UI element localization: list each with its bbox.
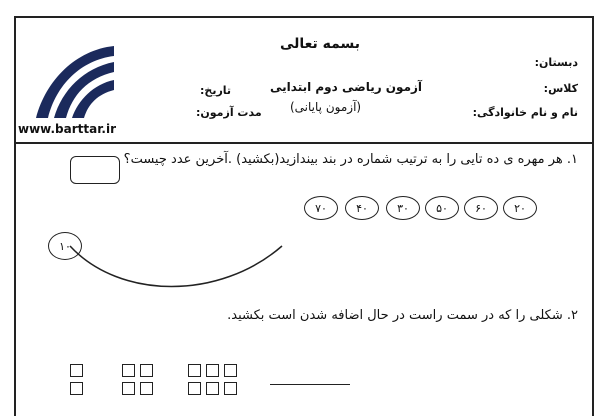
pattern-square: [224, 382, 237, 395]
pattern-square: [188, 364, 201, 377]
page-title: بسمه تعالی: [279, 36, 361, 52]
barttar-logo-icon: [26, 40, 116, 120]
bead: ۵۰: [425, 196, 459, 220]
name-label: نام و نام خانوادگی:: [472, 106, 578, 119]
pattern-square: [122, 364, 135, 377]
pattern-square: [70, 382, 83, 395]
question-1-number: ۱.: [566, 152, 578, 167]
pattern-square: [122, 382, 135, 395]
pattern-square: [206, 364, 219, 377]
start-bead: ۱۰: [48, 232, 82, 260]
website-url: www.barttar.ir: [18, 122, 117, 136]
bead: ۶۰: [464, 196, 498, 220]
date-label: تاریخ:: [200, 84, 232, 97]
bead: ۳۰: [386, 196, 420, 220]
exam-subtitle: (آزمون پایانی): [290, 100, 362, 114]
question-1-text: هر مهره ی ده تایی را به ترتیب شماره در بند بیندازید(بکشید) .آخرین عدد چیست؟: [123, 152, 563, 167]
pattern-square: [188, 382, 201, 395]
bead: ۴۰: [345, 196, 379, 220]
header-divider: [14, 142, 594, 144]
pattern-square: [206, 382, 219, 395]
answer-line[interactable]: [270, 384, 350, 385]
pattern-square: [140, 382, 153, 395]
answer-box[interactable]: [70, 156, 120, 184]
bead: ۷۰: [304, 196, 338, 220]
class-label: کلاس:: [543, 82, 578, 95]
bead: ۲۰: [503, 196, 537, 220]
duration-label: مدت آزمون:: [196, 106, 262, 119]
pattern-square: [140, 364, 153, 377]
question-2-text: شکلی را که در سمت راست در حال اضافه شدن است بکشید.: [227, 308, 563, 323]
pattern-square: [70, 364, 83, 377]
pattern-square: [224, 364, 237, 377]
exam-title: آزمون ریاضی دوم ابتدایی: [270, 80, 423, 94]
school-label: دبستان:: [534, 56, 578, 69]
question-1: [124, 152, 578, 167]
question-2: [227, 308, 578, 323]
question-2-number: ۲.: [566, 308, 578, 323]
